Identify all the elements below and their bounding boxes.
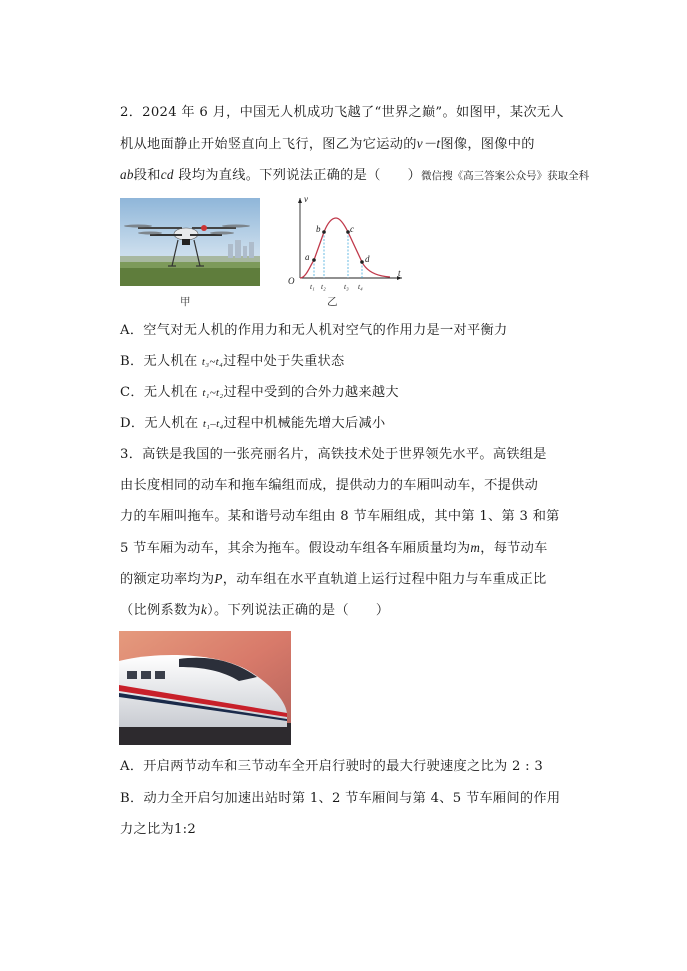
label-c: c: [350, 224, 354, 234]
q3-stem-line6: [120, 601, 389, 620]
q2-stem-line2: [120, 135, 535, 154]
q2-stem-line1: 2．2024 年 6 月，中国无人机成功飞越了“世界之巅”。如图甲，某次无人: [120, 105, 564, 120]
point-d: [360, 260, 364, 264]
q3-option-b-line2: 力之比为1:2: [120, 822, 197, 837]
option-text: C．无人机在: [120, 385, 203, 400]
q3-stem-text: ）。下列说法正确的是（ ）: [207, 603, 390, 618]
q3-option-a: A．开启两节动车和三节动车全开启行驶时的最大行驶速度之比为 2 : 3: [120, 759, 544, 774]
option-text: 过程中机械能先增大后减小: [223, 416, 386, 431]
caption-jia: 甲: [180, 296, 191, 308]
point-a: [312, 258, 316, 262]
q2-option-d: [120, 415, 385, 433]
q3-stem-line4: [120, 539, 548, 558]
drone-photo: [120, 198, 260, 286]
q3-stem-text: 5 节车厢为动车，其余为拖车。假设动车组各车厢质量均为: [120, 541, 471, 556]
option-text: 过程中受到的合外力越来越大: [223, 385, 399, 400]
option-text: 过程中处于失重状态: [223, 354, 345, 369]
q2-option-a: A．空气对无人机的作用力和无人机对空气的作用力是一对平衡力: [120, 323, 508, 338]
q3-stem-text: ，动车组在水平直轨道上运行过程中阻力与车重成正比: [222, 572, 547, 587]
v-axis-arrow: [298, 198, 302, 203]
q3-option-b-line1: B．动力全开启匀加速出站时第 1、2 节车厢间与第 4、5 节车厢间的作用: [120, 791, 561, 806]
label-t4: t₄: [358, 282, 363, 291]
cd-symbol: cd: [160, 167, 174, 182]
vt-curve: [300, 218, 390, 278]
q2-stem-line3: [120, 166, 589, 185]
label-a: a: [305, 252, 310, 262]
watermark-text: 微信搜《高三答案公众号》获取全科: [421, 170, 590, 182]
label-b: b: [316, 224, 321, 234]
label-d: d: [365, 254, 370, 264]
q2-stem-text: 段和: [133, 168, 161, 183]
time-range: t₁~t₂: [202, 387, 224, 399]
caption-yi: 乙: [327, 296, 338, 308]
label-t1: t₁: [310, 282, 315, 291]
point-b: [322, 230, 326, 234]
q2-option-b: [120, 353, 345, 371]
q3-stem-line1: 3．高铁是我国的一张亮丽名片，高铁技术处于世界领先水平。高铁组是: [120, 447, 547, 462]
label-t3: t₃: [344, 282, 349, 291]
q2-stem-text: 图像，图像中的: [440, 137, 535, 152]
q2-stem-text: 机从地面静止开始竖直向上飞行，图乙为它运动的: [120, 137, 417, 152]
vt-symbol: v－t: [416, 136, 441, 151]
q3-stem-text: （比例系数为: [120, 603, 201, 618]
q3-stem-line3: 力的车厢叫拖车。某和谐号动车组由 8 节车厢组成，其中第 1、第 3 和第: [120, 509, 560, 524]
label-v: v: [304, 194, 308, 204]
bullet-train-photo: [119, 631, 291, 745]
ab-symbol: ab: [120, 167, 134, 182]
label-t2: t₂: [321, 282, 326, 291]
time-range: t₃~t₄: [201, 356, 224, 368]
label-t: t: [398, 268, 401, 278]
option-text: B．无人机在: [120, 354, 202, 369]
time-range: t₁–t₄: [202, 418, 224, 430]
option-text: D．无人机在: [120, 416, 203, 431]
q2-option-c: [120, 384, 399, 402]
power-symbol: P: [214, 571, 223, 586]
q2-stem-text: 段均为直线。下列说法正确的是（ ）: [173, 168, 422, 183]
k-symbol: k: [200, 602, 208, 617]
label-O: O: [288, 276, 295, 286]
q3-stem-text: 的额定功率均为: [120, 572, 215, 587]
mass-symbol: m: [470, 540, 481, 555]
q3-stem-line2: 由长度相同的动车和拖车编组而成，提供动力的车厢叫动车，不提供动: [120, 478, 539, 493]
q3-stem-line5: [120, 570, 546, 589]
vt-graph: [280, 192, 410, 302]
q3-stem-text: ，每节动车: [480, 541, 548, 556]
